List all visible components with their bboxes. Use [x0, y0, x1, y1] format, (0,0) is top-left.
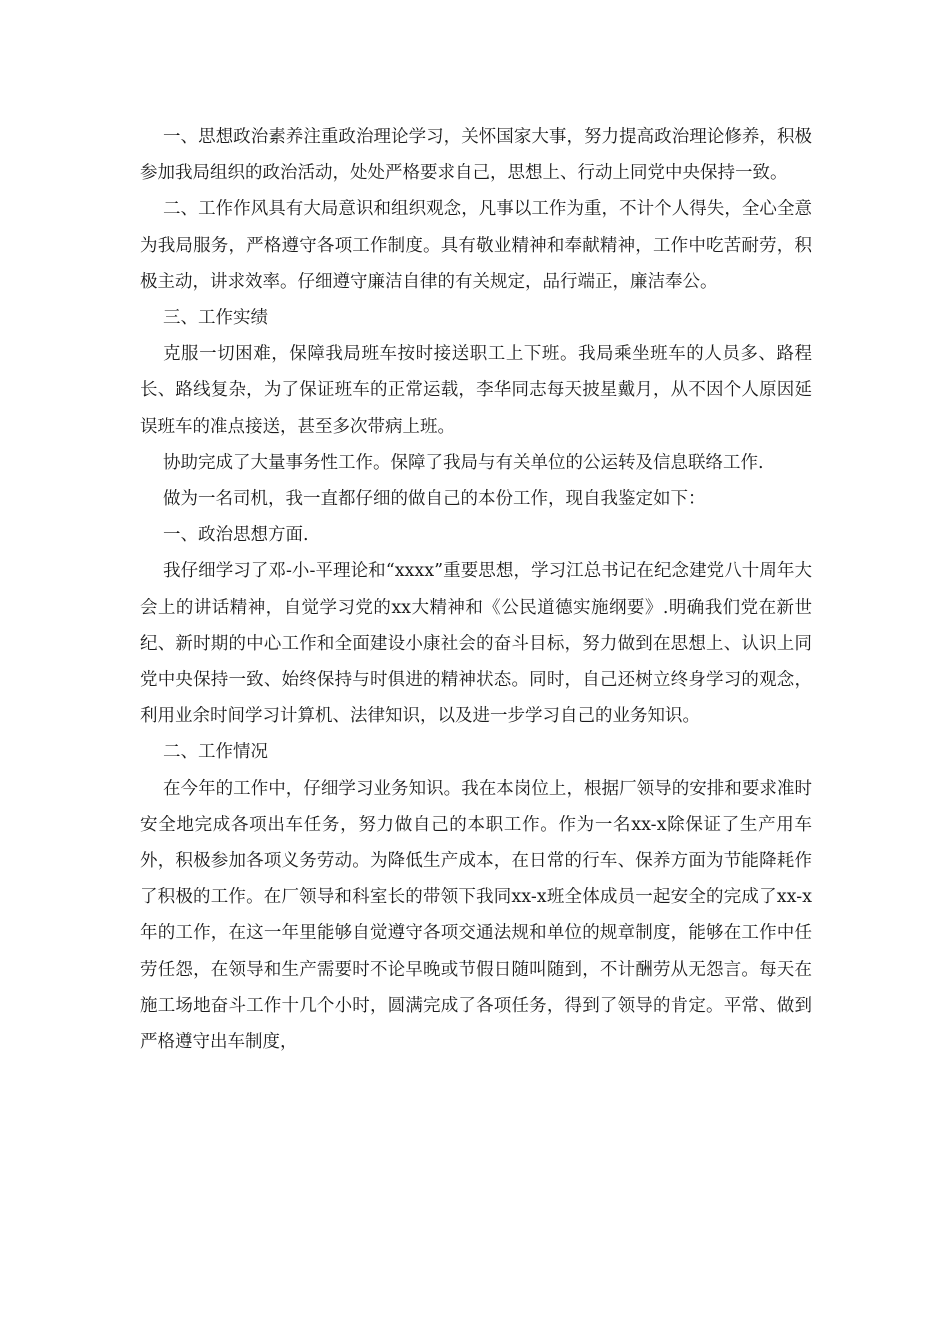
- paragraph-work-details: 在今年的工作中，仔细学习业务知识。我在本岗位上，根据厂领导的安排和要求准时安全地完成各项出车任务，努力做自己的本职工作。作为一名xx-x除保证了生产用车外，积极参加各项义务劳动。为降低生产成本，在日常的行车、保养方面为节能降耗作了积极的工作。在厂领导和科室长的带领下我同xx-x班全体成员一起安全的完成了xx-x年的工作，在这一年里能够自觉遵守各项交通法规和单位的规章制度，能够在工作中任劳任怨，在领导和生产需要时不论早晚或节假日随叫随到，不计酬劳从无怨言。每天在施工场地奋斗工作十几个小时，圆满完成了各项任务，得到了领导的肯定。平常、做到严格遵守出车制度，: [140, 778, 812, 1053]
- heading-work-achievements: 三、工作实绩: [163, 308, 268, 329]
- paragraph-political-quality: 一、思想政治素养注重政治理论学习，关怀国家大事，努力提高政治理论修养，积极参加我局组织的政治活动，处处严格要求自己，思想上、行动上同党中央保持一致。: [140, 127, 812, 184]
- heading-political-thought: 一、政治思想方面.: [163, 525, 309, 546]
- document-body: [140, 119, 812, 1060]
- paragraph-shuttle-bus: 克服一切困难，保障我局班车按时接送职工上下班。我局乘坐班车的人员多、路程长、路线复杂，为了保证班车的正常运载，李华同志每天披星戴月，从不因个人原因延误班车的准点接送，甚至多次带病上班。: [140, 344, 812, 437]
- paragraph-work-style: 二、工作作风具有大局意识和组织观念，凡事以工作为重，不计个人得失，全心全意为我局服务，严格遵守各项工作制度。具有敬业精神和奉献精神，工作中吃苦耐劳，积极主动，讲求效率。仔细遵守廉洁自律的有关规定，品行端正，廉洁奉公。: [140, 199, 812, 292]
- heading-work-situation: 二、工作情况: [163, 742, 268, 763]
- paragraph-self-appraisal-intro: 做为一名司机，我一直都仔细的做自己的本份工作，现自我鉴定如下：: [163, 489, 706, 510]
- paragraph-assist-affairs: 协助完成了大量事务性工作。保障了我局与有关单位的公运转及信息联络工作.: [163, 452, 764, 473]
- paragraph-theory-study: 我仔细学习了邓-小-平理论和“xxxx”重要思想，学习江总书记在纪念建党八十周年大会上的讲话精神，自觉学习党的xx大精神和《公民道德实施纲要》.明确我们党在新世纪、新时期的中心工作和全面建设小康社会的奋斗目标，努力做到在思想上、认识上同党中央保持一致、始终保持与时俱进的精神状态。同时，自己还树立终身学习的观念，利用业余时间学习计算机、法律知识，以及进一步学习自己的业务知识。: [140, 561, 812, 727]
